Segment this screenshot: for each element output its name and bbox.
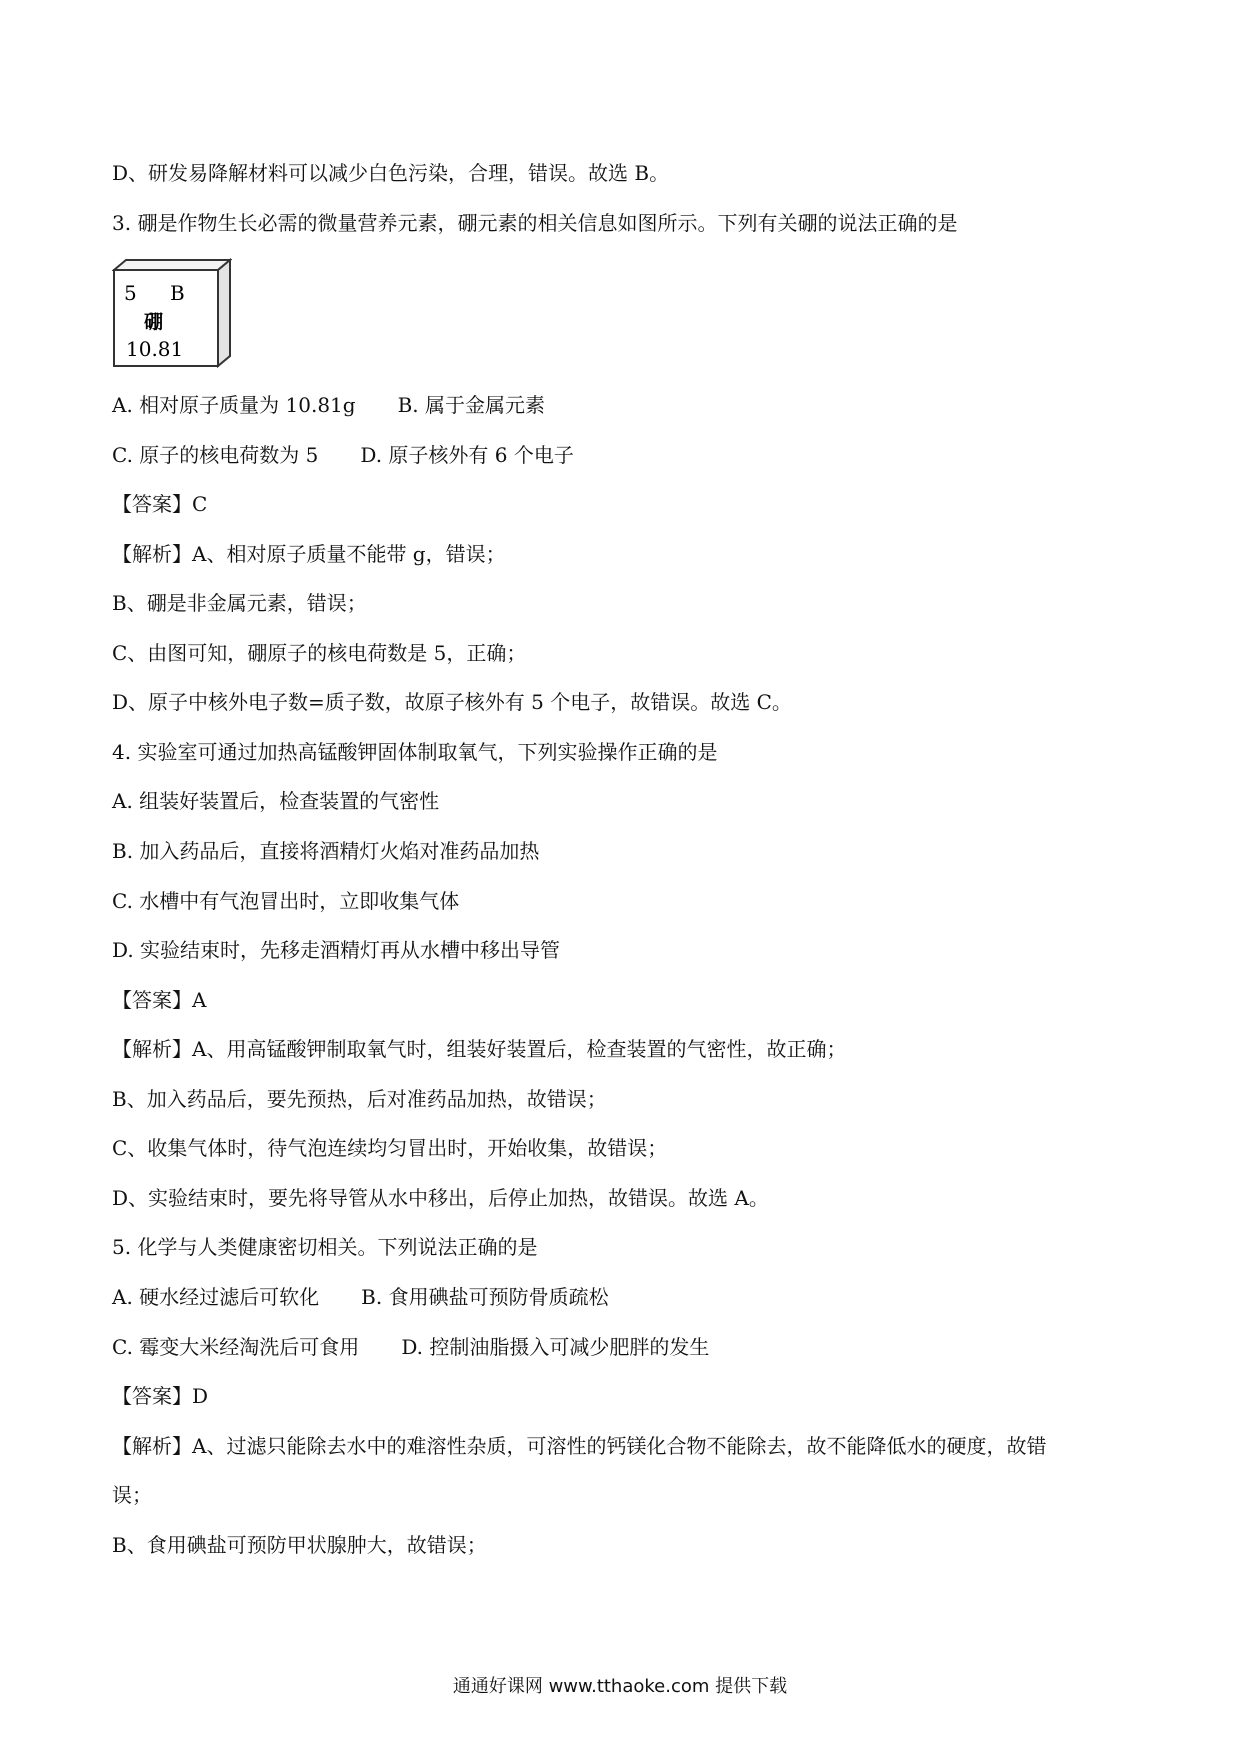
explanation-line: D、实验结束时，要先将导管从水中移出，后停止加热，故错误。故选 A。 bbox=[112, 1186, 769, 1210]
analysis-continued: 误； bbox=[112, 1483, 152, 1507]
question-4: 4. 实验室可通过加热高锰酸钾固体制取氧气，下列实验操作正确的是 bbox=[112, 740, 718, 764]
answer: 【答案】D bbox=[112, 1384, 209, 1408]
atomic-mass: 10.81 bbox=[126, 337, 184, 361]
option-b: B. 加入药品后，直接将酒精灯火焰对准药品加热 bbox=[112, 839, 540, 863]
option-d: D. 实验结束时，先移走酒精灯再从水槽中移出导管 bbox=[112, 938, 561, 962]
option-c: C. 霉变大米经淘洗后可食用 bbox=[112, 1335, 360, 1359]
element-symbol: B bbox=[170, 281, 185, 305]
explanation-line: C、由图可知，硼原子的核电荷数是 5，正确； bbox=[112, 641, 527, 665]
answer: 【答案】A bbox=[112, 988, 207, 1012]
option-d: D. 原子核外有 6 个电子 bbox=[360, 443, 574, 467]
option-c: C. 原子的核电荷数为 5 bbox=[112, 443, 319, 467]
text-line: D、研发易降解材料可以减少白色污染，合理，错误。故选 B。 bbox=[112, 161, 670, 185]
answer: 【答案】C bbox=[112, 492, 208, 516]
option-b: B. 食用碘盐可预防骨质疏松 bbox=[361, 1285, 609, 1309]
explanation-line: B、食用碘盐可预防甲状腺肿大，故错误； bbox=[112, 1533, 487, 1557]
question-3: 3. 硼是作物生长必需的微量营养元素，硼元素的相关信息如图所示。下列有关硼的说法正确的是 bbox=[112, 211, 958, 235]
element-name: 硼 bbox=[144, 311, 164, 333]
option-a: A. 硬水经过滤后可软化 bbox=[112, 1285, 320, 1309]
question-5: 5. 化学与人类健康密切相关。下列说法正确的是 bbox=[112, 1235, 538, 1259]
explanation-line: B、硼是非金属元素，错误； bbox=[112, 591, 367, 615]
analysis: 【解析】A、相对原子质量不能带 g，错误； bbox=[112, 542, 506, 566]
boron-element-tile bbox=[112, 258, 232, 370]
page-footer: 通通好课网 www.tthaoke.com 提供下载 bbox=[452, 1676, 788, 1697]
analysis: 【解析】A、用高锰酸钾制取氧气时，组装好装置后，检查装置的气密性，故正确； bbox=[112, 1037, 847, 1061]
option-a: A. 相对原子质量为 10.81g bbox=[112, 393, 356, 417]
explanation-line: D、原子中核外电子数=质子数，故原子核外有 5 个电子，故错误。故选 C。 bbox=[112, 690, 792, 714]
option-b: B. 属于金属元素 bbox=[397, 393, 545, 417]
option-a: A. 组装好装置后，检查装置的气密性 bbox=[112, 789, 440, 813]
explanation-line: B、加入药品后，要先预热，后对准药品加热，故错误； bbox=[112, 1087, 607, 1111]
option-row bbox=[112, 392, 545, 418]
analysis: 【解析】A、过滤只能除去水中的难溶性杂质，可溶性的钙镁化合物不能除去，故不能降低水的硬度，故错 bbox=[112, 1434, 1047, 1458]
option-c: C. 水槽中有气泡冒出时，立即收集气体 bbox=[112, 889, 460, 913]
option-row bbox=[112, 1284, 609, 1310]
option-row bbox=[112, 1334, 709, 1360]
option-row bbox=[112, 442, 574, 468]
atomic-number: 5 bbox=[124, 281, 137, 305]
option-d: D. 控制油脂摄入可减少肥胖的发生 bbox=[401, 1335, 710, 1359]
explanation-line: C、收集气体时，待气泡连续均匀冒出时，开始收集，故错误； bbox=[112, 1136, 668, 1160]
